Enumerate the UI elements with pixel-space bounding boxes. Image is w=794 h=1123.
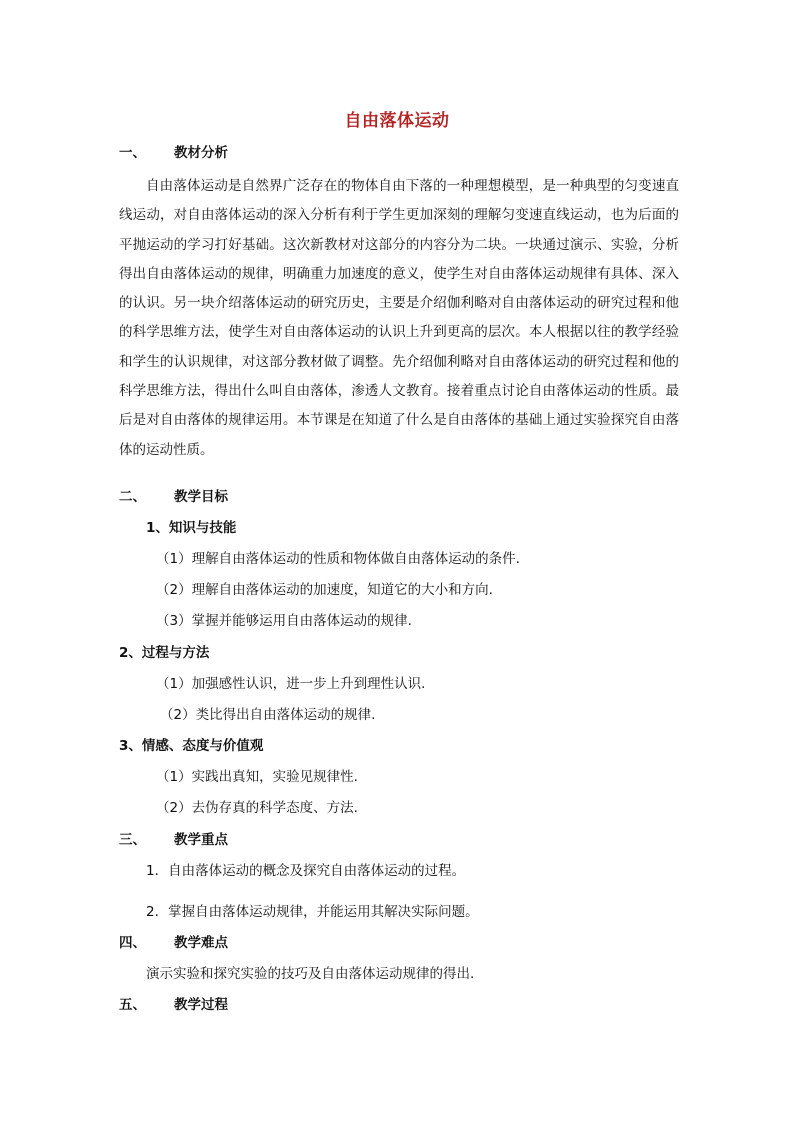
section-1-title: 教材分析 <box>174 145 228 161</box>
section-2-title: 教学目标 <box>174 489 228 505</box>
goal-3-item-1: （1）实践出真知，实验见规律性. <box>156 769 358 785</box>
key-point-1: 1．自由落体运动的概念及探究自由落体运动的过程。 <box>146 863 466 879</box>
goal-2-item-1: （1）加强感性认识，进一步上升到理性认识. <box>156 676 426 692</box>
section-5-title: 教学过程 <box>174 997 228 1013</box>
goal-2-item-2: （2）类比得出自由落体运动的规律. <box>160 707 376 723</box>
section-2-heading <box>119 487 228 507</box>
goal-2-title: 2、过程与方法 <box>119 645 210 661</box>
goal-3-title: 3、情感、态度与价值观 <box>119 738 264 754</box>
section-4-heading <box>119 933 228 953</box>
section-4-title: 教学难点 <box>174 935 228 951</box>
section-1-paragraph: 自由落体运动是自然界广泛存在的物体自由下落的一种理想模型，是一种典型的匀变速直线运动，对自由落体运动的深入分析有利于学生更加深刻的理解匀变速直线运动，也为后面的平抛运动的学习打好基础。这次新教材对这部分的内容分为二块。一块通过演示、实验，分析得出自由落体运动的规律，明确重力加速度的意义，使学生对自由落体运动规律有具体、深入的认识。另一块介绍落体运动的研究历史，主要是介绍伽利略对自由落体运动的研究过程和他的科学思维方法，使学生对自由落体运动的认识上升到更高的层次。本人根据以往的教学经验和学生的认识规律，对这部分教材做了调整。先介绍伽利略对自由落体运动的研究过程和他的科学思维方法，得出什么叫自由落体，渗透人文教育。接着重点讨论自由落体运动的性质。最后是对自由落体的规律运用。本节课是在知道了什么是自由落体的基础上通过实验探究自由落体的运动性质。 <box>119 178 679 458</box>
section-5-number: 五、 <box>119 997 146 1013</box>
goal-1-title: 1、知识与技能 <box>146 520 237 536</box>
section-3-number: 三、 <box>119 832 146 848</box>
section-1-heading <box>119 143 228 163</box>
section-3-title: 教学重点 <box>174 832 228 848</box>
document-title: 自由落体运动 <box>344 111 450 131</box>
section-3-heading <box>119 830 228 850</box>
difficulty-text: 演示实验和探究实验的技巧及自由落体运动规律的得出. <box>146 966 475 982</box>
section-2-number: 二、 <box>119 489 146 505</box>
section-5-heading <box>119 995 228 1015</box>
goal-1-item-3: （3）掌握并能够运用自由落体运动的规律. <box>156 613 412 629</box>
goal-1-item-1: （1）理解自由落体运动的性质和物体做自由落体运动的条件. <box>156 551 520 567</box>
goal-3-item-2: （2）去伪存真的科学态度、方法. <box>156 800 358 816</box>
key-point-2: 2．掌握自由落体运动规律，并能运用其解决实际问题。 <box>146 904 479 920</box>
section-1-number: 一、 <box>119 145 146 161</box>
goal-1-item-2: （2）理解自由落体运动的加速度，知道它的大小和方向. <box>156 582 493 598</box>
section-4-number: 四、 <box>119 935 146 951</box>
